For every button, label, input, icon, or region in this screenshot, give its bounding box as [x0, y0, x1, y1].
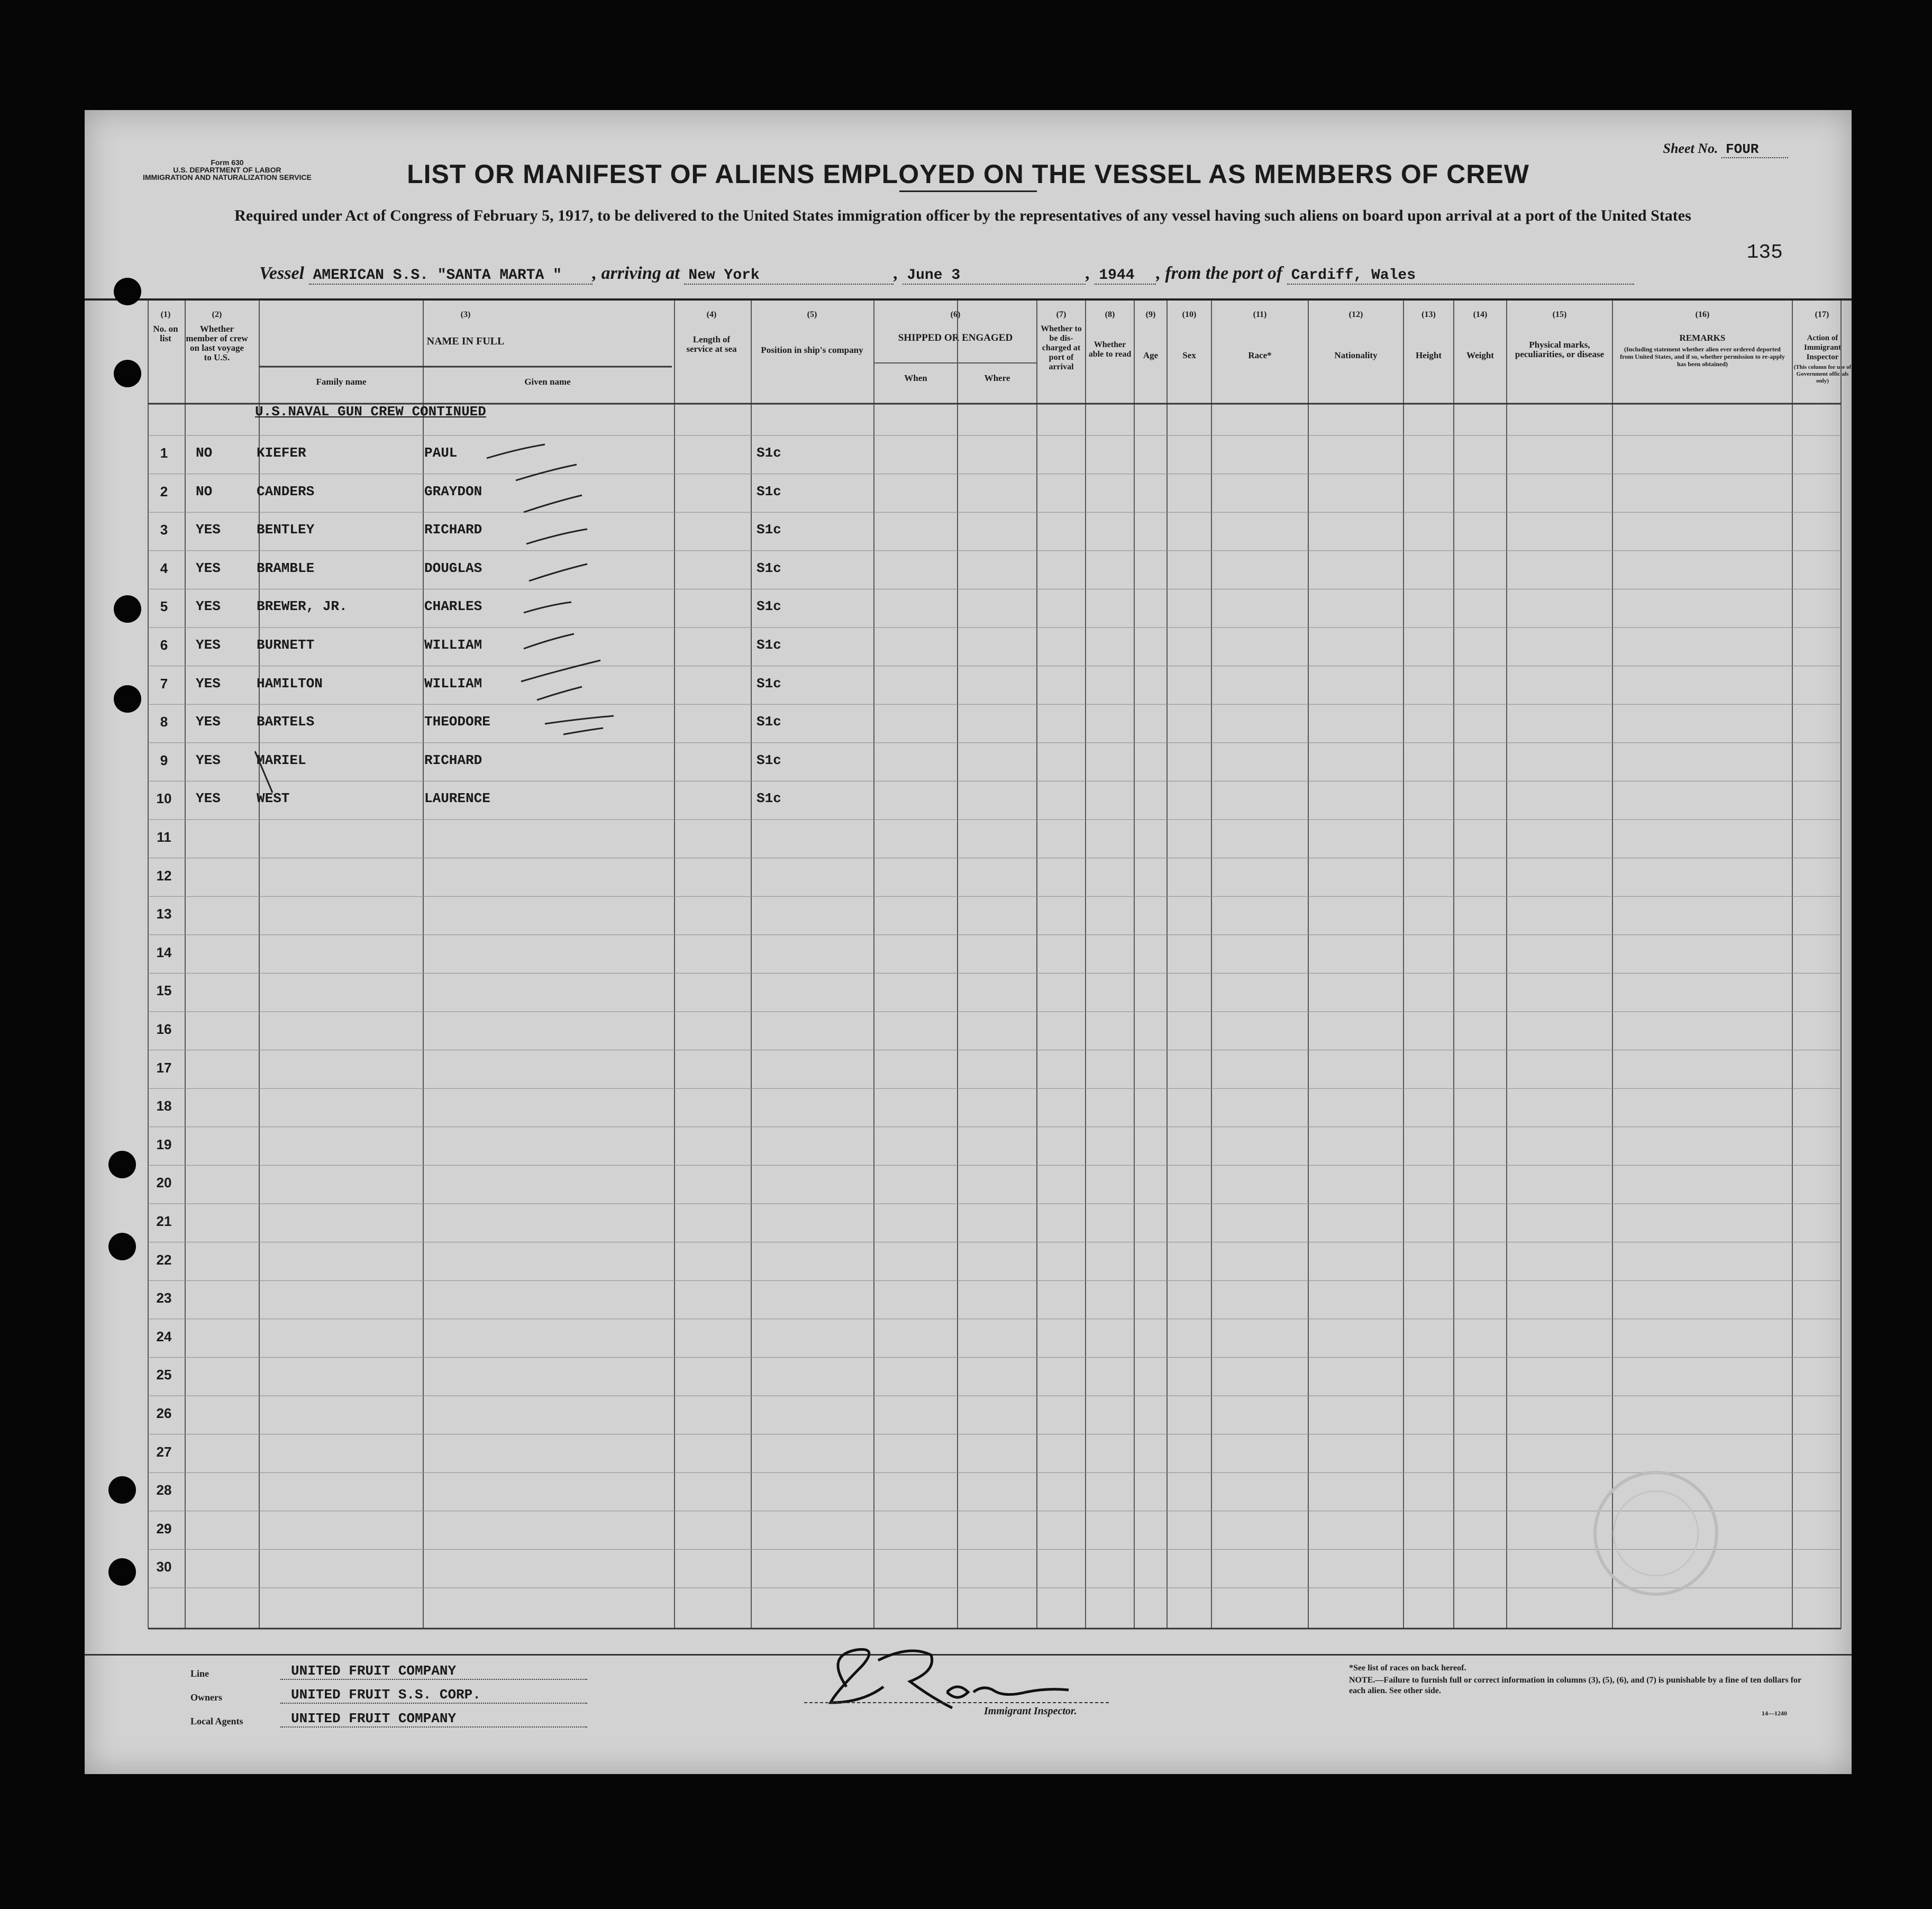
col16-subheader: (Including statement whether alien ever ordered deported from United States, and if so, whether permission to re-apply has been obtained) [1620, 346, 1785, 368]
row-number: 15 [156, 983, 172, 999]
cell-position: S1c [757, 637, 781, 653]
cell-position: S1c [757, 752, 781, 768]
tick-mark [563, 728, 603, 734]
row-number: 7 [160, 675, 168, 692]
col12-header: Nationality [1334, 350, 1378, 360]
cell-position: S1c [757, 675, 781, 692]
col15-number: (15) [1552, 310, 1567, 319]
cell-family-name: BENTLEY [257, 522, 315, 538]
tick-marks-group [255, 444, 614, 793]
punch-hole [114, 278, 141, 305]
col17-header: Action of Immigrant Inspector [1804, 334, 1841, 361]
row-number: 19 [156, 1136, 172, 1152]
cell-position: S1c [757, 714, 781, 730]
col8-header: Whether able to read [1088, 340, 1132, 359]
row-number: 3 [160, 522, 168, 538]
row-number: 30 [156, 1559, 172, 1575]
col9-number: (9) [1145, 310, 1156, 319]
col1-header: No. on list [153, 324, 178, 343]
arriving-label: , arriving at [592, 263, 680, 283]
tick-mark [526, 529, 587, 544]
punch-hole [108, 1233, 136, 1260]
punch-hole [108, 1476, 136, 1504]
col13-number: (13) [1421, 310, 1436, 319]
row-number: 20 [156, 1175, 172, 1191]
departure-port: Cardiff, Wales [1287, 267, 1634, 285]
row-number: 5 [160, 598, 168, 615]
col12-number: (12) [1348, 310, 1363, 319]
row-number: 27 [156, 1443, 172, 1460]
cell-previous-voyage: YES [196, 637, 221, 653]
col1-number: (1) [160, 310, 171, 319]
row-number: 17 [156, 1059, 172, 1076]
col11-number: (11) [1253, 310, 1267, 319]
cell-previous-voyage: YES [196, 714, 221, 730]
cell-family-name: BURNETT [257, 637, 315, 653]
races-note: *See list of races on back hereof. [1349, 1663, 1466, 1672]
col17-subheader: (This column for use of Government officials only) [1793, 364, 1852, 384]
agents-value: UNITED FRUIT COMPANY [280, 1711, 587, 1728]
col9-header: Age [1143, 350, 1159, 360]
cell-given-name: PAUL [424, 445, 458, 461]
page-subtitle: Required under Act of Congress of February 5, 1917, to be delivered to the United States immigration officer by the representatives of any vessel having such aliens on board upon arrival at a port of the United States [234, 207, 1691, 224]
col7-number: (7) [1056, 310, 1067, 319]
cell-position: S1c [757, 560, 781, 576]
col13-header: Height [1415, 350, 1442, 360]
cell-given-name: RICHARD [424, 752, 482, 768]
punch-hole [108, 1151, 136, 1178]
col6-number: (6) [950, 310, 961, 319]
col2-header: Whether member of crew on last voyage to U.S. [186, 324, 248, 362]
punch-hole [114, 360, 141, 387]
vessel-name: AMERICAN S.S. "SANTA MARTA " [309, 267, 593, 285]
cell-given-name: THEODORE [424, 714, 490, 730]
manifest-sheet [85, 110, 1852, 1774]
sheet-number-value: FOUR [1721, 141, 1788, 158]
row-number: 16 [156, 1021, 172, 1037]
line-label: Line [190, 1668, 209, 1679]
col4-number: (4) [706, 310, 717, 319]
row-number: 1 [160, 445, 168, 461]
tick-mark [516, 465, 577, 480]
col4-header: Length of service at sea [686, 334, 737, 354]
row-number: 29 [156, 1520, 172, 1537]
row-number: 12 [156, 867, 172, 884]
col3-number: (3) [460, 310, 471, 319]
row-number: 26 [156, 1405, 172, 1421]
tick-mark [487, 444, 545, 458]
col3-header: NAME IN FULL [426, 335, 505, 347]
print-code: 14—1240 [1762, 1710, 1787, 1717]
cell-position: S1c [757, 445, 781, 461]
failure-note: NOTE.—Failure to furnish full or correct information in columns (3), (5), (6), and (7) is punishable by a fine of ten dollars for each alien. See other side. [1349, 1676, 1801, 1695]
cell-previous-voyage: YES [196, 560, 221, 576]
cell-family-name: BREWER, JR. [257, 598, 348, 615]
row-number: 9 [160, 752, 168, 768]
cell-given-name: RICHARD [424, 522, 482, 538]
owners-value: UNITED FRUIT S.S. CORP. [280, 1687, 587, 1704]
handwritten-tick-marks [85, 110, 1852, 1774]
punch-hole [114, 595, 141, 623]
cell-previous-voyage: YES [196, 522, 221, 538]
col10-number: (10) [1182, 310, 1197, 319]
cell-previous-voyage: YES [196, 598, 221, 615]
tick-mark [524, 602, 571, 613]
cell-position: S1c [757, 483, 781, 499]
col6-when-header: When [904, 373, 927, 383]
cell-given-name: CHARLES [424, 598, 482, 615]
col3-family-header: Family name [316, 377, 367, 387]
form-number: Form 630 [211, 158, 244, 167]
vessel-label: Vessel [259, 263, 304, 283]
service-name: IMMIGRATION AND NATURALIZATION SERVICE [143, 173, 312, 181]
row-number: 8 [160, 714, 168, 730]
cell-family-name: WEST [257, 790, 290, 807]
cell-previous-voyage: NO [196, 445, 213, 461]
col17-number: (17) [1815, 310, 1829, 319]
tick-mark [537, 687, 582, 700]
row-number: 6 [160, 637, 168, 653]
row-number: 11 [157, 829, 171, 845]
inspector-label: Immigrant Inspector. [984, 1705, 1077, 1717]
cell-given-name: GRAYDON [424, 483, 482, 499]
tick-mark [524, 634, 574, 649]
punch-hole [108, 1558, 136, 1586]
cell-position: S1c [757, 790, 781, 807]
cell-family-name: BARTELS [257, 714, 315, 730]
col2-number: (2) [212, 310, 222, 319]
cell-given-name: WILLIAM [424, 675, 482, 692]
cell-previous-voyage: YES [196, 675, 221, 692]
row-number: 23 [156, 1290, 172, 1306]
tick-mark [255, 751, 272, 793]
faint-circular-stamp [1587, 1465, 1725, 1602]
row-number: 25 [156, 1367, 172, 1383]
cell-family-name: BRAMBLE [257, 560, 315, 576]
cell-position: S1c [757, 598, 781, 615]
row-number: 22 [156, 1251, 172, 1268]
cell-given-name: LAURENCE [424, 790, 490, 807]
col16-number: (16) [1695, 310, 1710, 319]
row-number: 28 [156, 1482, 172, 1498]
row-number: 2 [160, 483, 168, 499]
row-number: 4 [160, 560, 168, 576]
tick-mark [524, 495, 582, 512]
cell-given-name: WILLIAM [424, 637, 482, 653]
cell-previous-voyage: YES [196, 752, 221, 768]
col10-header: Sex [1182, 350, 1196, 360]
row-number: 14 [156, 944, 172, 960]
tick-mark [521, 660, 600, 681]
row-number: 21 [156, 1213, 172, 1229]
punch-hole [114, 685, 141, 713]
row-number: 13 [156, 906, 172, 922]
arrival-port: New York [684, 267, 894, 285]
col16-header: REMARKS [1679, 333, 1726, 343]
col3-given-header: Given name [524, 377, 571, 387]
arrival-year: 1944 [1095, 267, 1156, 285]
col11-header: Race* [1248, 350, 1272, 360]
sheet-number-label: Sheet No. [1663, 141, 1718, 156]
owners-label: Owners [190, 1692, 222, 1703]
section-heading: U.S.NAVAL GUN CREW CONTINUED [255, 404, 486, 420]
col14-number: (14) [1473, 310, 1488, 319]
col5-header: Position in ship's company [761, 345, 863, 355]
cell-previous-voyage: YES [196, 790, 221, 807]
line-value: UNITED FRUIT COMPANY [280, 1663, 587, 1680]
cell-given-name: DOUGLAS [424, 560, 482, 576]
tick-mark [545, 716, 614, 724]
tick-mark [529, 564, 587, 581]
cell-previous-voyage: NO [196, 483, 213, 499]
vessel-info-line: Vessel AMERICAN S.S. "SANTA MARTA " , arriving at New York , June 3 , 1944 , from the port of Cardiff, Wales [259, 263, 1634, 285]
from-port-label: , from the port of [1156, 263, 1283, 283]
col6-header: SHIPPED OR ENGAGED [898, 332, 1013, 343]
col14-header: Weight [1466, 350, 1494, 360]
row-number: 24 [156, 1328, 172, 1344]
agents-label: Local Agents [190, 1716, 243, 1726]
department-name: U.S. DEPARTMENT OF LABOR [173, 166, 281, 174]
cell-family-name: CANDERS [257, 483, 315, 499]
page-number-stamp: 135 [1746, 241, 1783, 264]
cell-family-name: HAMILTON [257, 675, 323, 692]
col7-header: Whether to be dis-charged at port of arrival [1041, 324, 1082, 371]
page-title: LIST OR MANIFEST OF ALIENS EMPLOYED ON THE VESSEL AS MEMBERS OF CREW [407, 159, 1529, 189]
col8-number: (8) [1105, 310, 1115, 319]
row-number: 18 [156, 1098, 172, 1114]
cell-position: S1c [757, 522, 781, 538]
cell-family-name: KIEFER [257, 445, 306, 461]
col5-number: (5) [807, 310, 817, 319]
cell-family-name: MARIEL [257, 752, 306, 768]
col6-where-header: Where [984, 373, 1010, 383]
col15-header: Physical marks, peculiarities, or disease [1515, 340, 1605, 359]
row-number: 10 [156, 790, 172, 807]
arrival-date: June 3 [903, 267, 1086, 285]
